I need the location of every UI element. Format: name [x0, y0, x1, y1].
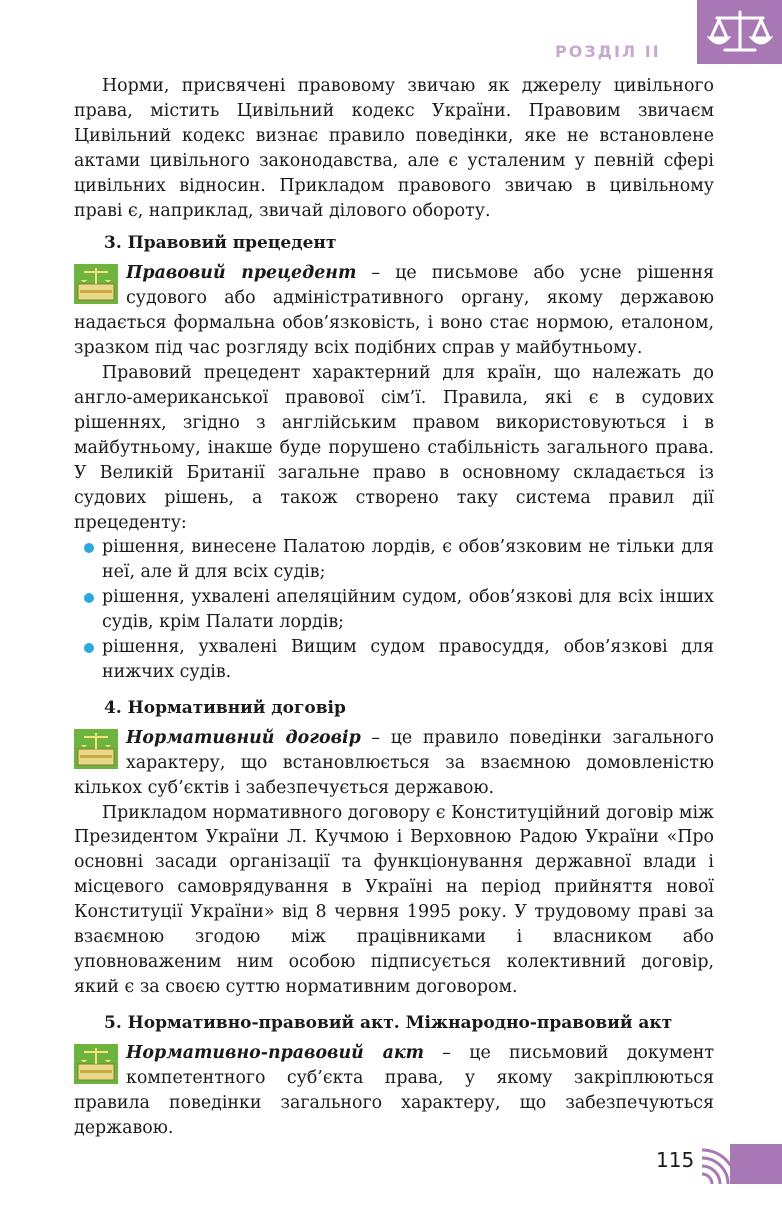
bullet-dot	[84, 593, 94, 603]
body-paragraph: Правовий прецедент характерний для країн, що належать до англо-американської правової сім’ї. Правила, які є в судових рішеннях, згідно з англійським правом використовуються і в майбутньому, інакше буде порушено стабільність загального права. У Великій Британії загальне право в основному складається із судових рішень, а також створено таку система правил дії прецеденту:	[74, 363, 714, 533]
corner-tab	[697, 0, 782, 64]
bullet-dot	[84, 643, 94, 653]
definition-text: – це письмове або усне рішення судового або адміністративного органу, якому державою надається формальна обов’язковість, і воно стає нормою, еталоном, зразком під час розгляду всіх подібних справ у майбутньому.	[74, 263, 714, 359]
definition-block	[74, 726, 714, 801]
bullet-list	[74, 535, 714, 684]
page-corner-tab	[700, 1144, 782, 1184]
section-label: РОЗДІЛ ІІ	[555, 42, 661, 61]
definition-block	[74, 261, 714, 361]
definition-block	[74, 1041, 714, 1141]
intro-paragraph: Норми, присвячені правовому звичаю як джерелу цивільного права, містить Цивільний кодекс України. Правовим звичаєм Цивільний кодекс визнає правило поведінки, яке не встановлене актами цивільного законодавства, але є усталеним у певній сфері цивільних відносин. Прикладом правового звичаю в цивільному праві є, наприклад, звичай ділового обороту.	[74, 76, 714, 221]
section-heading-4: 4. Нормативний договір	[104, 697, 346, 718]
law-book-icon	[74, 264, 118, 304]
body-paragraph: Прикладом нормативного договору є Конституційний договір між Президентом України Л. Кучмою і Верховною Радою України «Про основні засади організації та функціонування державної влади і місцевого самоврядування в Україні на період прийняття нової Конституції України» від 8 червня 1995 року. У трудовому праві за взаємною згодою між працівниками і власником або уповноваженим ним особою підписується колективний договір, який є за своєю суттю нормативним договором.	[74, 802, 714, 997]
list-item: рішення, ухвалені Вищим судом правосуддя, обов’язкові для нижчих судів.	[74, 635, 714, 685]
list-item: рішення, ухвалені апеляційним судом, обов’язкові для всіх інших судів, крім Палати лордів;	[74, 585, 714, 635]
law-book-icon	[74, 1044, 118, 1084]
term: Правовий прецедент	[126, 263, 357, 284]
section-heading-5: 5. Нормативно-правовий акт. Міжнародно-правовий акт	[104, 1012, 673, 1033]
page-content	[74, 74, 714, 1140]
list-item: рішення, винесене Палатою лордів, є обов’язковим не тільки для неї, але й для всіх судів;	[74, 535, 714, 585]
definition-text: – це письмовий документ компетентного суб’єкта права, у якому закріплюються правила поведінки загального характеру, що забезпечуються державою.	[74, 1042, 715, 1138]
scales-icon	[707, 6, 773, 58]
page-number: 115	[656, 1148, 695, 1172]
law-book-icon	[74, 729, 118, 769]
definition-text: – це правило поведінки загального характеру, що встановлюється за взаємною домовленістю кількох суб’єктів і забезпечується державою.	[74, 727, 714, 798]
term: Нормативний договір	[126, 727, 361, 748]
section-heading-3: 3. Правовий прецедент	[104, 233, 337, 254]
bullet-dot	[84, 543, 94, 553]
term: Нормативно-правовий акт	[126, 1042, 425, 1063]
